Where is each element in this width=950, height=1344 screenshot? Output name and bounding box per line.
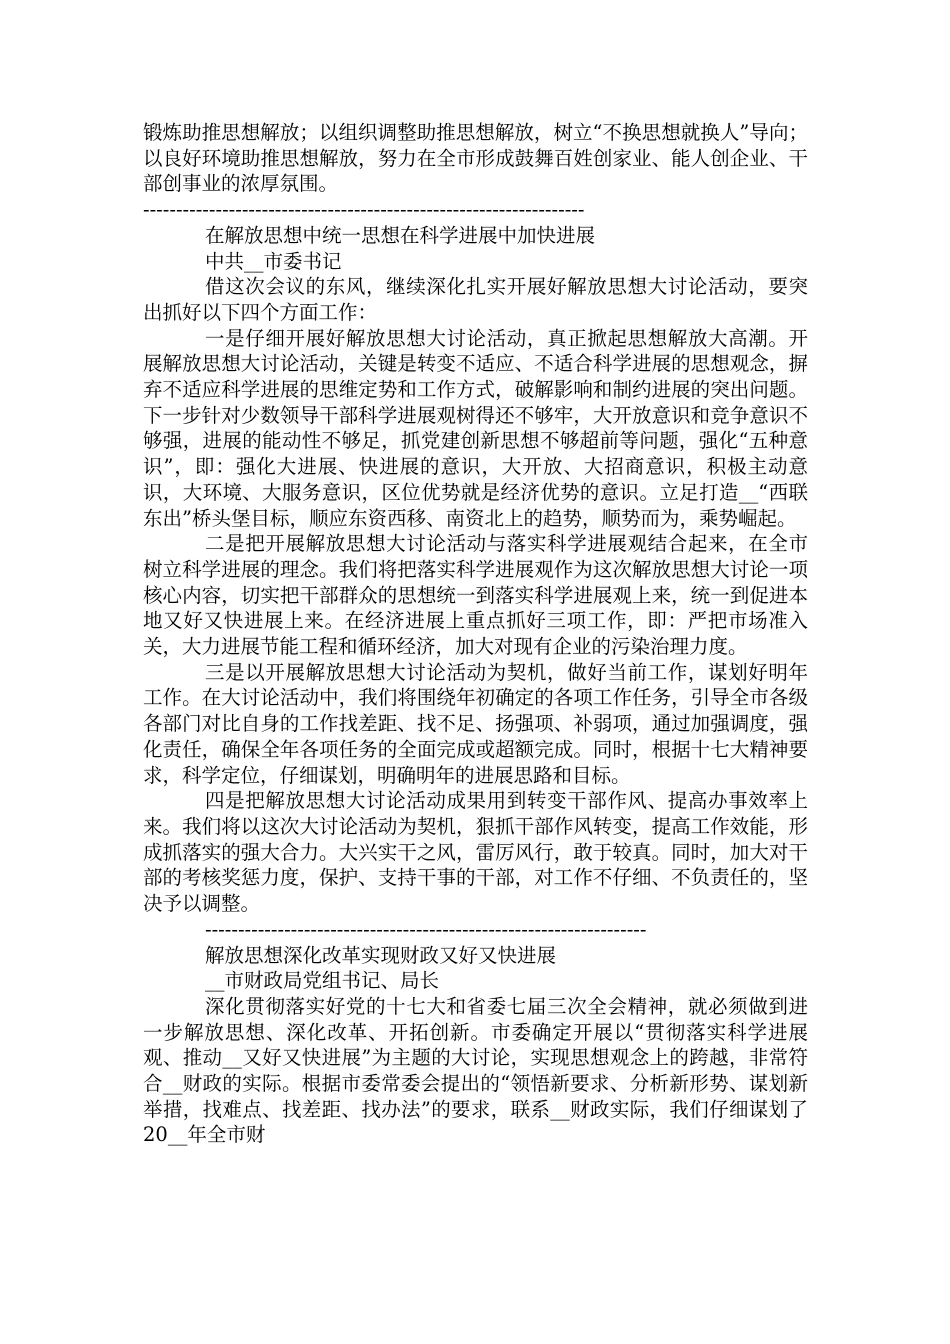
body-paragraph: 一是仔细开展好解放思想大讨论活动，真正掀起思想解放大高潮。开展解放思想大讨论活动，关键是转变不适应、不适合科学进展的思想观念，摒弃不适应科学进展的思维定势和工作方式，破解影响和制约进展的突出问题。下一步针对少数领导干部科学进展观树得还不够牢，大开放意识和竞争意识不够强，进展的能动性不够足，抓党建创新思想不够超前等问题，强化“五种意识”，即：强化大进展、快进展的意识，大开放、大招商意识，积极主动意识，大环境、大服务意识，区位优势就是经济优势的意识。立足打造__“西联东出”桥头堡目标，顺应东资西移、南资北上的趋势，顺势而为，乘势崛起。 (143, 326, 808, 530)
article-title: 在解放思想中统一思想在科学进展中加快进展 (205, 223, 596, 247)
section-separator: ------------------------------------------------------------------- (143, 198, 585, 222)
body-paragraph: 三是以开展解放思想大讨论活动为契机，做好当前工作，谋划好明年工作。在大讨论活动中，我们将围绕年初确定的各项工作任务，引导全市各级各部门对比自身的工作找差距、找不足、扬强项、补弱项，通过加强调度，强化责任，确保全年各项任务的全面完成或超额完成。同时，根据十七大精神要求，科学定位，仔细谋划，明确明年的进展思路和目标。 (143, 660, 808, 787)
document-page (143, 120, 808, 1148)
article-author: 中共__市委书记 (205, 249, 342, 273)
section-separator: ------------------------------------------------------------------- (205, 917, 647, 941)
article-author: __市财政局党组书记、局长 (205, 969, 440, 993)
body-paragraph: 深化贯彻落实好党的十七大和省委七届三次全会精神，就必须做到进一步解放思想、深化改革、开拓创新。市委确定开展以“贯彻落实科学进展观、推动__又好又快进展”为主题的大讨论，实现思想观念上的跨越，非常符合__财政的实际。根据市委常委会提出的“领悟新要求、分析新形势、谋划新举措，找难点、找差距、找办法”的要求，联系__财政实际，我们仔细谋划了 20__年全市财 (143, 994, 808, 1147)
continuation-paragraph: 锻炼助推思想解放；以组织调整助推思想解放，树立“不换思想就换人”导向；以良好环境助推思想解放，努力在全市形成鼓舞百姓创家业、能人创企业、干部创事业的浓厚氛围。 (143, 121, 808, 196)
body-paragraph: 借这次会议的东风，继续深化扎实开展好解放思想大讨论活动，要突出抓好以下四个方面工作： (143, 275, 808, 324)
article-title: 解放思想深化改革实现财政又好又快进展 (205, 943, 557, 967)
body-paragraph: 四是把解放思想大讨论活动成果用到转变干部作风、提高办事效率上来。我们将以这次大讨论活动为契机，狠抓干部作风转变，提高工作效能，形成抓落实的强大合力。大兴实干之风，雷厉风行，敢于较真。同时，加大对干部的考核奖惩力度，保护、支持干事的干部，对工作不仔细、不负责任的，坚决予以调整。 (143, 789, 808, 916)
body-paragraph: 二是把开展解放思想大讨论活动与落实科学进展观结合起来，在全市树立科学进展的理念。我们将把落实科学进展观作为这次解放思想大讨论一项核心内容，切实把干部群众的思想统一到落实科学进展观上来，统一到促进本地又好又快进展上来。在经济进展上重点抓好三项工作，即：严把市场准入关，大力进展节能工程和循环经济，加大对现有企业的污染治理力度。 (143, 532, 808, 659)
